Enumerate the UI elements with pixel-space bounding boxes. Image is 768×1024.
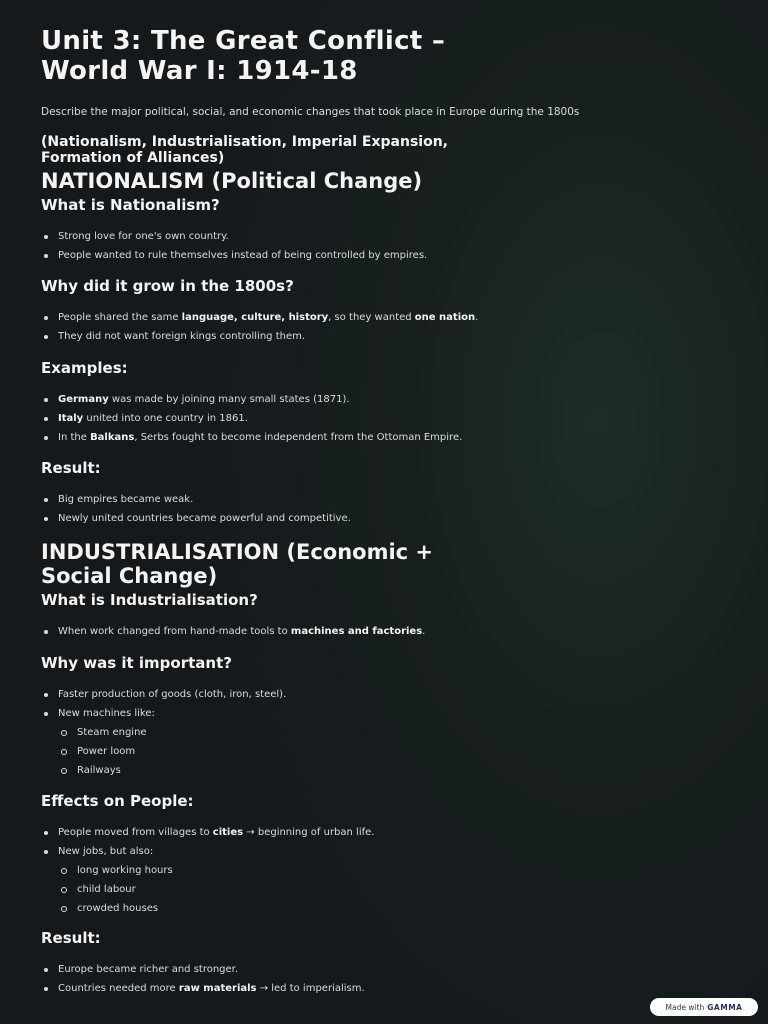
nationalism-result-list (41, 490, 351, 528)
nationalism-heading: NATIONALISM (Political Change) (41, 169, 423, 193)
list-item: New machines like: Steam engine Power loom Railways (41, 704, 286, 780)
list-item: People shared the same language, culture, history, so they wanted one nation. (41, 308, 478, 327)
list-item: They did not want foreign kings controlling them. (41, 327, 478, 346)
subheading-line2: Formation of Alliances) (41, 150, 225, 166)
made-with-label: Made with (665, 1002, 705, 1012)
page-title-line2: World War I: 1914-18 (41, 56, 358, 86)
importance-list (41, 685, 286, 780)
intro-text: Describe the major political, social, and economic changes that took place in Europe during the 1800s (41, 106, 580, 118)
examples-list (41, 390, 462, 447)
list-item: Strong love for one's own country. (41, 227, 427, 246)
page-title-line1: Unit 3: The Great Conflict – (41, 26, 446, 56)
list-item: When work changed from hand-made tools to machines and factories. (41, 622, 425, 641)
list-item: New jobs, but also: long working hours child labour crowded houses (41, 842, 374, 918)
list-item: In the Balkans, Serbs fought to become independent from the Ottoman Empire. (41, 428, 462, 447)
made-with-gamma-badge[interactable] (650, 998, 758, 1016)
examples-heading: Examples: (41, 359, 128, 377)
industrialisation-result-list (41, 960, 365, 998)
document-page (41, 26, 731, 994)
what-is-nationalism-heading: What is Nationalism? (41, 196, 220, 214)
effects-sublist (58, 861, 374, 918)
nationalism-definition-list (41, 227, 427, 265)
industrialisation-definition-list (41, 622, 425, 641)
why-grow-heading: Why did it grow in the 1800s? (41, 277, 294, 295)
why-important-heading: Why was it important? (41, 654, 232, 672)
list-item: Newly united countries became powerful and competitive. (41, 509, 351, 528)
list-item: People wanted to rule themselves instead of being controlled by empires. (41, 246, 427, 265)
list-item: child labour (58, 880, 374, 899)
list-item: long working hours (58, 861, 374, 880)
list-item: Countries needed more raw materials → led to imperialism. (41, 979, 365, 998)
subheading-line1: (Nationalism, Industrialisation, Imperial Expansion, (41, 134, 448, 150)
page-title (41, 26, 731, 86)
effects-list (41, 823, 374, 918)
industrialisation-heading: INDUSTRIALISATION (Economic + Social Change) (41, 540, 434, 588)
list-item: Railways (58, 761, 286, 780)
machines-sublist (58, 723, 286, 780)
list-item: Germany was made by joining many small states (1871). (41, 390, 462, 409)
subheading (41, 134, 448, 166)
list-item: Italy united into one country in 1861. (41, 409, 462, 428)
industrialisation-result-heading: Result: (41, 929, 101, 947)
list-item: crowded houses (58, 899, 374, 918)
gamma-logo: GAMMA (707, 1002, 743, 1012)
nationalism-reasons-list (41, 308, 478, 346)
list-item: Big empires became weak. (41, 490, 351, 509)
list-item: Europe became richer and stronger. (41, 960, 365, 979)
list-item: People moved from villages to cities → beginning of urban life. (41, 823, 374, 842)
what-is-industrialisation-heading: What is Industrialisation? (41, 591, 258, 609)
nationalism-result-heading: Result: (41, 459, 101, 477)
list-item: Power loom (58, 742, 286, 761)
list-item: Faster production of goods (cloth, iron, steel). (41, 685, 286, 704)
effects-heading: Effects on People: (41, 792, 194, 810)
list-item: Steam engine (58, 723, 286, 742)
